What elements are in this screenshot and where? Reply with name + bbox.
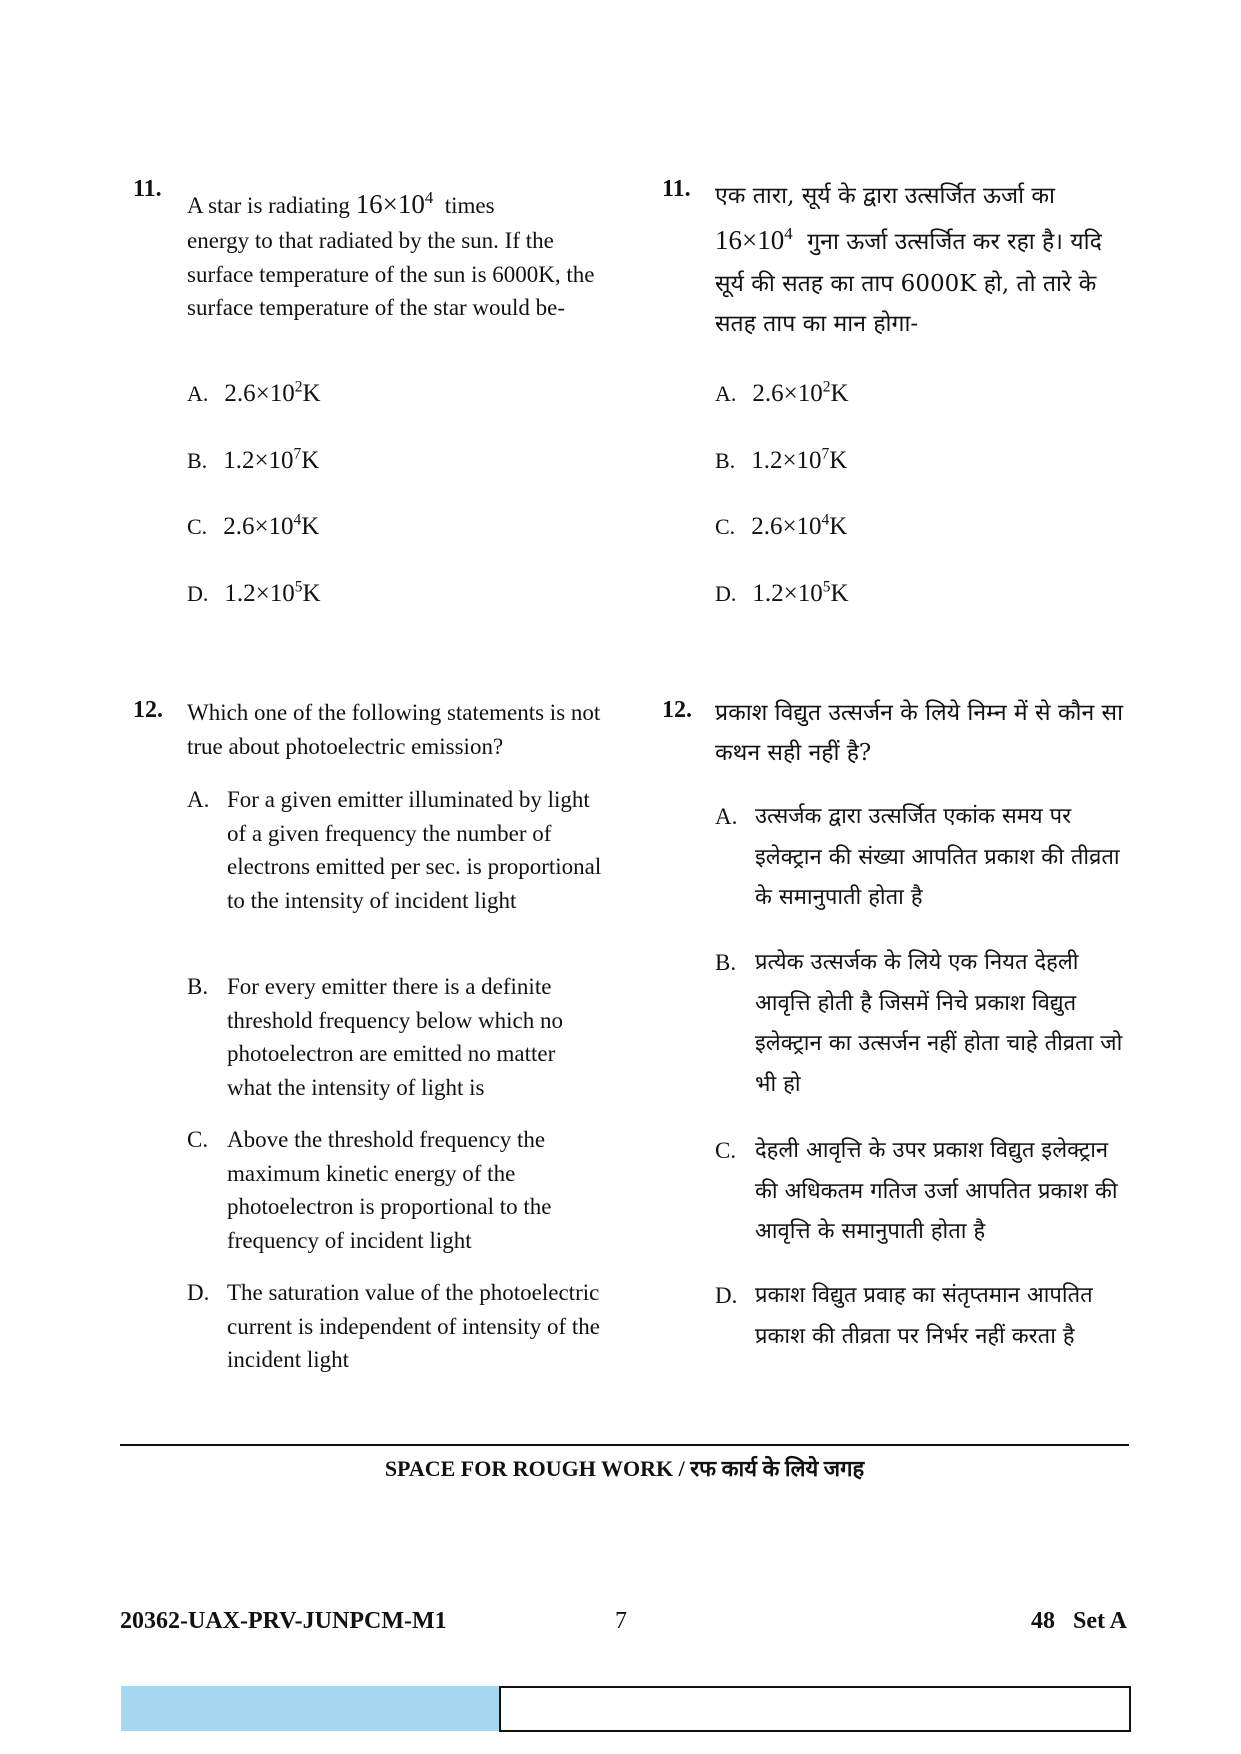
option-a-hi[interactable]: A. $2.6\times 10^2K$ [715,378,849,407]
question-12-stem-en: Which one of the following statements is not true about photoelectric emission? [187,700,601,759]
set-label: 48 Set A [1031,1608,1127,1634]
option-b-hi[interactable]: B. $1.2\times 10^7K$ [715,445,848,474]
option-d-en-q12[interactable]: D. The saturation value of the photoelectric current is independent of intensity of the incident light [187,1280,601,1372]
option-d-hi[interactable]: D. $1.2\times 10^5K$ [715,578,849,607]
question-11-number: 11. [133,176,162,202]
rough-work-divider [120,1444,1129,1446]
option-a-en[interactable]: A. $2.6\times 10^2K$ [187,378,321,407]
option-c-en[interactable]: C. $2.6\times 10^4K$ [187,511,320,540]
question-11-stem-hi: एक तारा, सूर्य के द्वारा उत्सर्जित ऊर्जा का $16\times 10^4$ गुना ऊर्जा उत्सर्जित कर रहा है। यदि सूर्य की सतह का ताप 6000K हो, तो तारे के सतह ताप का मान होगा- [715,183,1102,337]
option-d-hi-q12[interactable]: D. प्रकाश विद्युत प्रवाह का संतृप्तमान आपतित प्रकाश की तीव्रता पर निर्भर नहीं करता है [715,1283,1093,1349]
question-12-number-hi: 12. [662,697,692,723]
paper-code: 20362-UAX-PRV-JUNPCM-M1 [120,1608,447,1634]
question-11-number-hi: 11. [662,176,691,202]
option-b-en[interactable]: B. $1.2\times 10^7K$ [187,445,320,474]
option-d-en[interactable]: D. $1.2\times 10^5K$ [187,578,321,607]
option-c-hi-q12[interactable]: C. देहली आवृत्ति के उपर प्रकाश विद्युत इलेक्ट्रान की अधिकतम गतिज उर्जा आपतित प्रकाश की आवृत्ति के समानुपाती होता है [715,1138,1118,1244]
option-b-en-q12[interactable]: B. For every emitter there is a definite threshold frequency below which no photoelectron are emitted no matter what the intensity of light is [187,974,563,1100]
option-c-hi[interactable]: C. $2.6\times 10^4K$ [715,511,848,540]
footer-color-bar [121,1686,499,1731]
option-b-hi-q12[interactable]: B. प्रत्येक उत्सर्जक के लिये एक नियत देहली आवृत्ति होती है जिसमें निचे प्रकाश विद्युत इलेक्ट्रान का उत्सर्जन नहीं होता चाहे तीव्रता जो भी हो [715,950,1123,1097]
question-12-number: 12. [133,697,163,723]
question-11-stem-en: A star is radiating $16\times 10^4$ times energy to that radiated by the sun. If the surface temperature of the sun is 6000K, the surface temperature of the star would be- [187,188,595,320]
question-12-stem-hi: प्रकाश विद्युत उत्सर्जन के लिये निम्न में से कौन सा कथन सही नहीं है? [715,700,1124,766]
page-number: 7 [615,1608,627,1634]
option-c-en-q12[interactable]: C. Above the threshold frequency the maximum kinetic energy of the photoelectron is proportional to the frequency of incident light [187,1127,552,1253]
option-a-hi-q12[interactable]: A. उत्सर्जक द्वारा उत्सर्जित एकांक समय पर इलेक्ट्रान की संख्या आपतित प्रकाश की तीव्रता के समानुपाती होता है [715,804,1120,910]
footer-box [499,1686,1131,1732]
option-a-en-q12[interactable]: A. For a given emitter illuminated by light of a given frequency the number of electrons emitted per sec. is proportional to the intensity of incident light [187,787,602,913]
rough-work-heading: SPACE FOR ROUGH WORK / रफ कार्य के लिये जगह [384,1456,865,1481]
